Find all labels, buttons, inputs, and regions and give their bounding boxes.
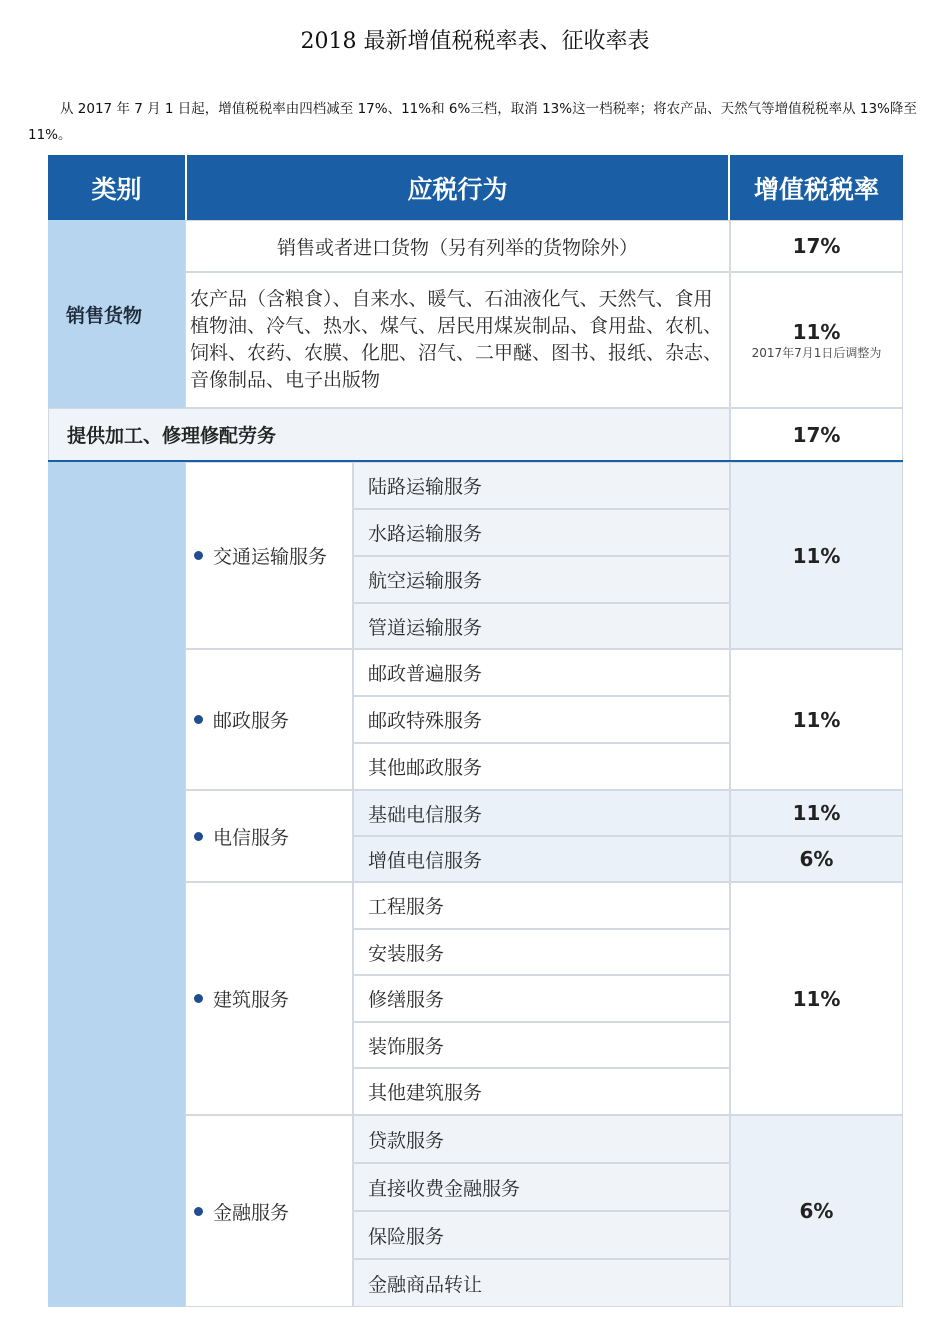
transport-item: 陆路运输服务	[353, 462, 730, 509]
group-postal: 邮政服务	[185, 649, 353, 790]
construction-item: 装饰服务	[353, 1022, 730, 1068]
bullet-icon	[194, 1207, 203, 1216]
goods-row2-note: 2017年7月1日后调整为	[751, 345, 882, 360]
processing-rate: 17%	[730, 408, 903, 461]
processing-label: 提供加工、修理修配劳务	[48, 408, 730, 461]
construction-item: 安装服务	[353, 929, 730, 975]
transport-item: 水路运输服务	[353, 509, 730, 556]
group-construction: 建筑服务	[185, 882, 353, 1115]
construction-item: 工程服务	[353, 882, 730, 929]
header-activity: 应税行为	[187, 155, 728, 220]
transport-item: 航空运输服务	[353, 556, 730, 603]
header-category: 类别	[48, 155, 185, 220]
category-goods: 销售货物	[48, 220, 185, 408]
construction-item: 修缮服务	[353, 975, 730, 1022]
intro-paragraph: 从 2017 年 7 月 1 日起，增值税税率由四档减至 17%、11%和 6%三档，取消 13%这一档税率；将农产品、天然气等增值税税率从 13%降至 11%。	[28, 101, 917, 143]
category-services-column	[48, 462, 185, 1307]
transport-rate: 11%	[730, 462, 903, 649]
postal-item: 邮政普遍服务	[353, 649, 730, 696]
bullet-icon	[194, 832, 203, 841]
finance-item: 保险服务	[353, 1211, 730, 1259]
postal-item: 其他邮政服务	[353, 743, 730, 790]
finance-item: 贷款服务	[353, 1115, 730, 1163]
telecom-item: 增值电信服务	[353, 836, 730, 882]
goods-row2-rate: 11%	[792, 319, 841, 344]
group-telecom: 电信服务	[185, 790, 353, 882]
finance-item: 直接收费金融服务	[353, 1163, 730, 1211]
goods-row2-rate-cell	[730, 272, 903, 408]
construction-rate: 11%	[730, 882, 903, 1115]
telecom-rate-value-added: 6%	[730, 836, 903, 882]
goods-row1-activity: 销售或者进口货物（另有列举的货物除外）	[185, 220, 730, 272]
header-rate: 增值税税率	[730, 155, 903, 220]
bullet-icon	[194, 551, 203, 560]
bullet-icon	[194, 715, 203, 724]
goods-row1-rate: 17%	[730, 220, 903, 272]
transport-item: 管道运输服务	[353, 603, 730, 649]
postal-rate: 11%	[730, 649, 903, 790]
construction-item: 其他建筑服务	[353, 1068, 730, 1115]
telecom-item: 基础电信服务	[353, 790, 730, 836]
group-finance: 金融服务	[185, 1115, 353, 1307]
postal-item: 邮政特殊服务	[353, 696, 730, 743]
finance-item: 金融商品转让	[353, 1259, 730, 1307]
goods-row2-activity: 农产品（含粮食）、自来水、暖气、石油液化气、天然气、食用植物油、冷气、热水、煤气、居民用煤炭制品、食用盐、农机、饲料、农药、农膜、化肥、沼气、二甲醚、图书、报纸、杂志、音像制品、电子出版物	[185, 272, 730, 408]
telecom-rate-basic: 11%	[730, 790, 903, 836]
document-title: 2018 最新增值税税率表、征收率表	[300, 29, 650, 54]
bullet-icon	[194, 994, 203, 1003]
finance-rate: 6%	[730, 1115, 903, 1307]
group-transport: 交通运输服务	[185, 462, 353, 649]
